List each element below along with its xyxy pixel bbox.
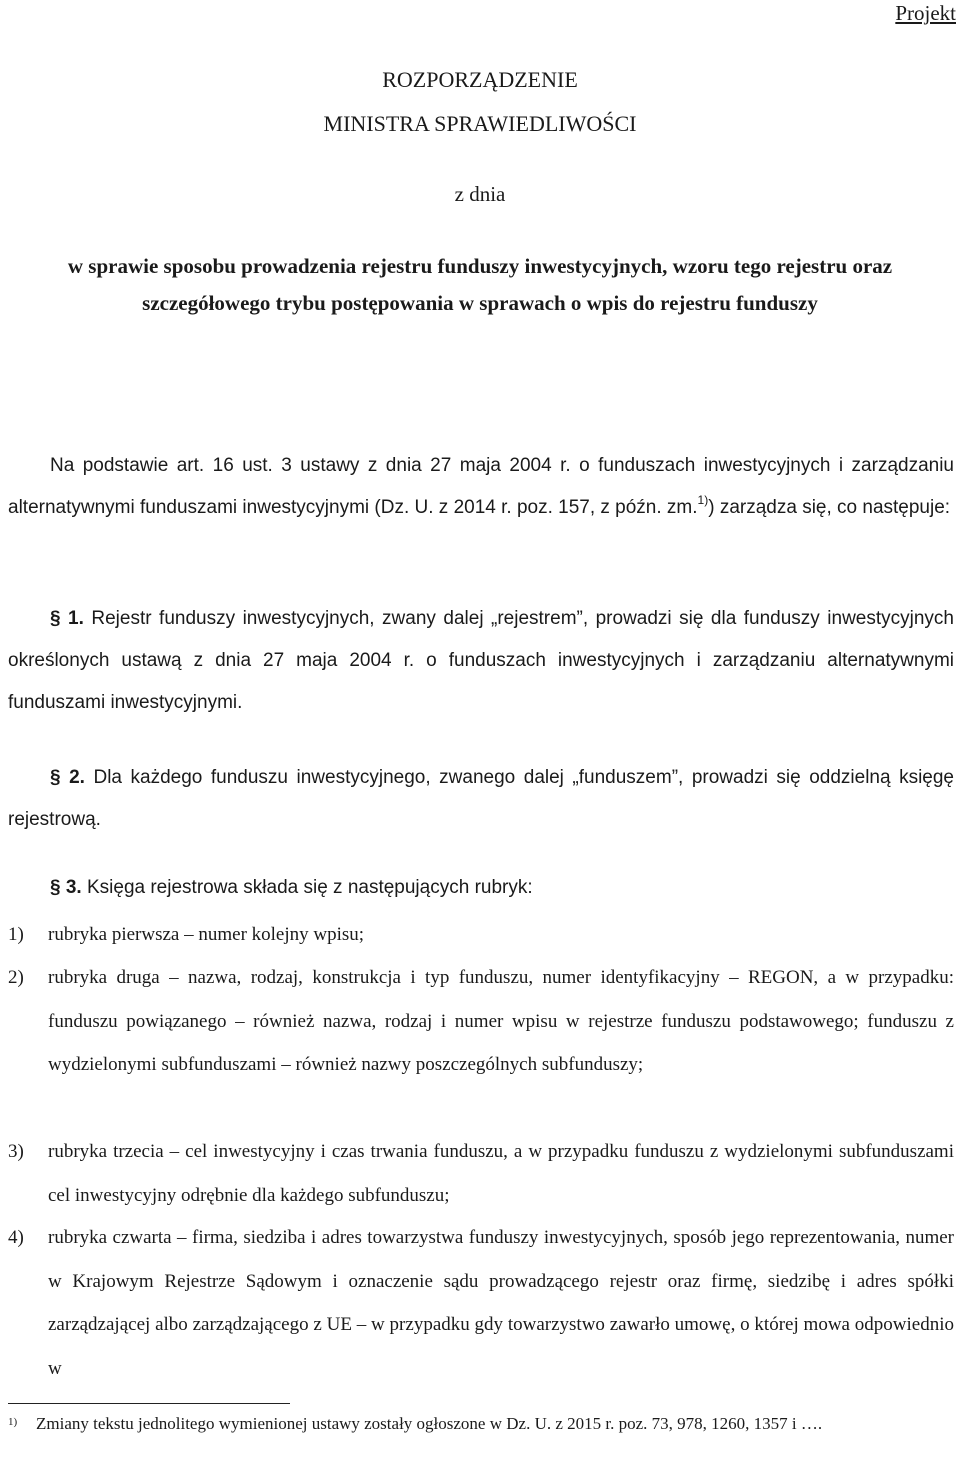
list-item-text: rubryka pierwsza – numer kolejny wpisu; [48, 924, 365, 945]
list-item-number: 1) [8, 924, 24, 945]
section-3 [8, 867, 954, 909]
section-mark: § 1. [50, 608, 84, 629]
section-text: Księga rejestrowa składa się z następujących rubryk: [81, 877, 533, 898]
list-item [8, 1130, 954, 1217]
document-date: z dnia [454, 182, 506, 206]
list-item-number: 3) [8, 1141, 24, 1162]
list-item-number: 4) [8, 1227, 24, 1248]
section-text: Rejestr funduszy inwestycyjnych, zwany dalej „rejestrem”, prowadzi się dla funduszy inwestycyjnych określonych ustawą z dnia 27 maja 2004 r. o funduszach inwestycyjnych i zarządzaniu alternatywnymi funduszami inwestycyjnymi. [8, 608, 954, 713]
list-item-text: rubryka trzecia – cel inwestycyjny i czas trwania funduszu, a w przypadku funduszu z wydzielonymi subfunduszami cel inwestycyjny odrębnie dla każdego subfunduszu; [48, 1141, 954, 1206]
footnote-reference: 1) [697, 493, 709, 507]
list-item-text: rubryka czwarta – firma, siedziba i adres towarzystwa funduszy inwestycyjnych, sposób jego reprezentowania, numer w Krajowym Rejestrze Sądowym i oznaczenie sądu prowadzącego rejestr oraz firmę, siedzibę i adres spółki zarządzającej albo zarządzającego z UE – w przypadku gdy towarzystwo zawarło umowę, o której mowa odpowiednio w [48, 1227, 954, 1379]
list-item [8, 913, 954, 957]
footnote [8, 1412, 954, 1436]
footnote-number: 1) [8, 1416, 18, 1428]
footnote-separator [8, 1403, 290, 1404]
footnote-text: Zmiany tekstu jednolitego wymienionej ustawy zostały ogłoszone w Dz. U. z 2015 r. poz. 73, 978, 1260, 1357 i …. [36, 1414, 823, 1433]
section-mark: § 2. [50, 767, 85, 788]
document-type-title: ROZPORZĄDZENIE [382, 67, 578, 92]
section-mark: § 3. [50, 877, 82, 898]
section-1 [8, 598, 954, 724]
preamble-text: Na podstawie art. 16 ust. 3 ustawy z dnia 27 maja 2004 r. o funduszach inwestycyjnych i zarządzaniu alternatywnymi funduszami inwestycyjnymi (Dz. U. z 2014 r. poz. 157, z późn. zm. [8, 455, 954, 518]
list-item [8, 956, 954, 1087]
list-item-number: 2) [8, 967, 24, 988]
list-item [8, 1216, 954, 1390]
preamble [8, 445, 954, 529]
section-2 [8, 757, 954, 841]
preamble-text-end: ) zarządza się, co następuje: [708, 497, 951, 518]
document-subject: w sprawie sposobu prowadzenia rejestru funduszy inwestycyjnych, wzoru tego rejestru oraz szczegółowego trybu postępowania w sprawach o wpis do rejestru funduszy [67, 254, 893, 315]
issuing-authority-title: MINISTRA SPRAWIEDLIWOŚCI [323, 111, 637, 136]
draft-label: Projekt [895, 1, 956, 25]
section-text: Dla każdego funduszu inwestycyjnego, zwanego dalej „funduszem”, prowadzi się oddzielną księgę rejestrową. [8, 767, 954, 830]
list-item-text: rubryka druga – nazwa, rodzaj, konstrukcja i typ funduszu, numer identyfikacyjny – REGON, a w przypadku: funduszu powiązanego – również nazwa, rodzaj i numer wpisu w rejestrze funduszu podstawowego; funduszu z wydzielonymi subfunduszami – również nazwy poszczególnych subfunduszy; [48, 967, 954, 1075]
